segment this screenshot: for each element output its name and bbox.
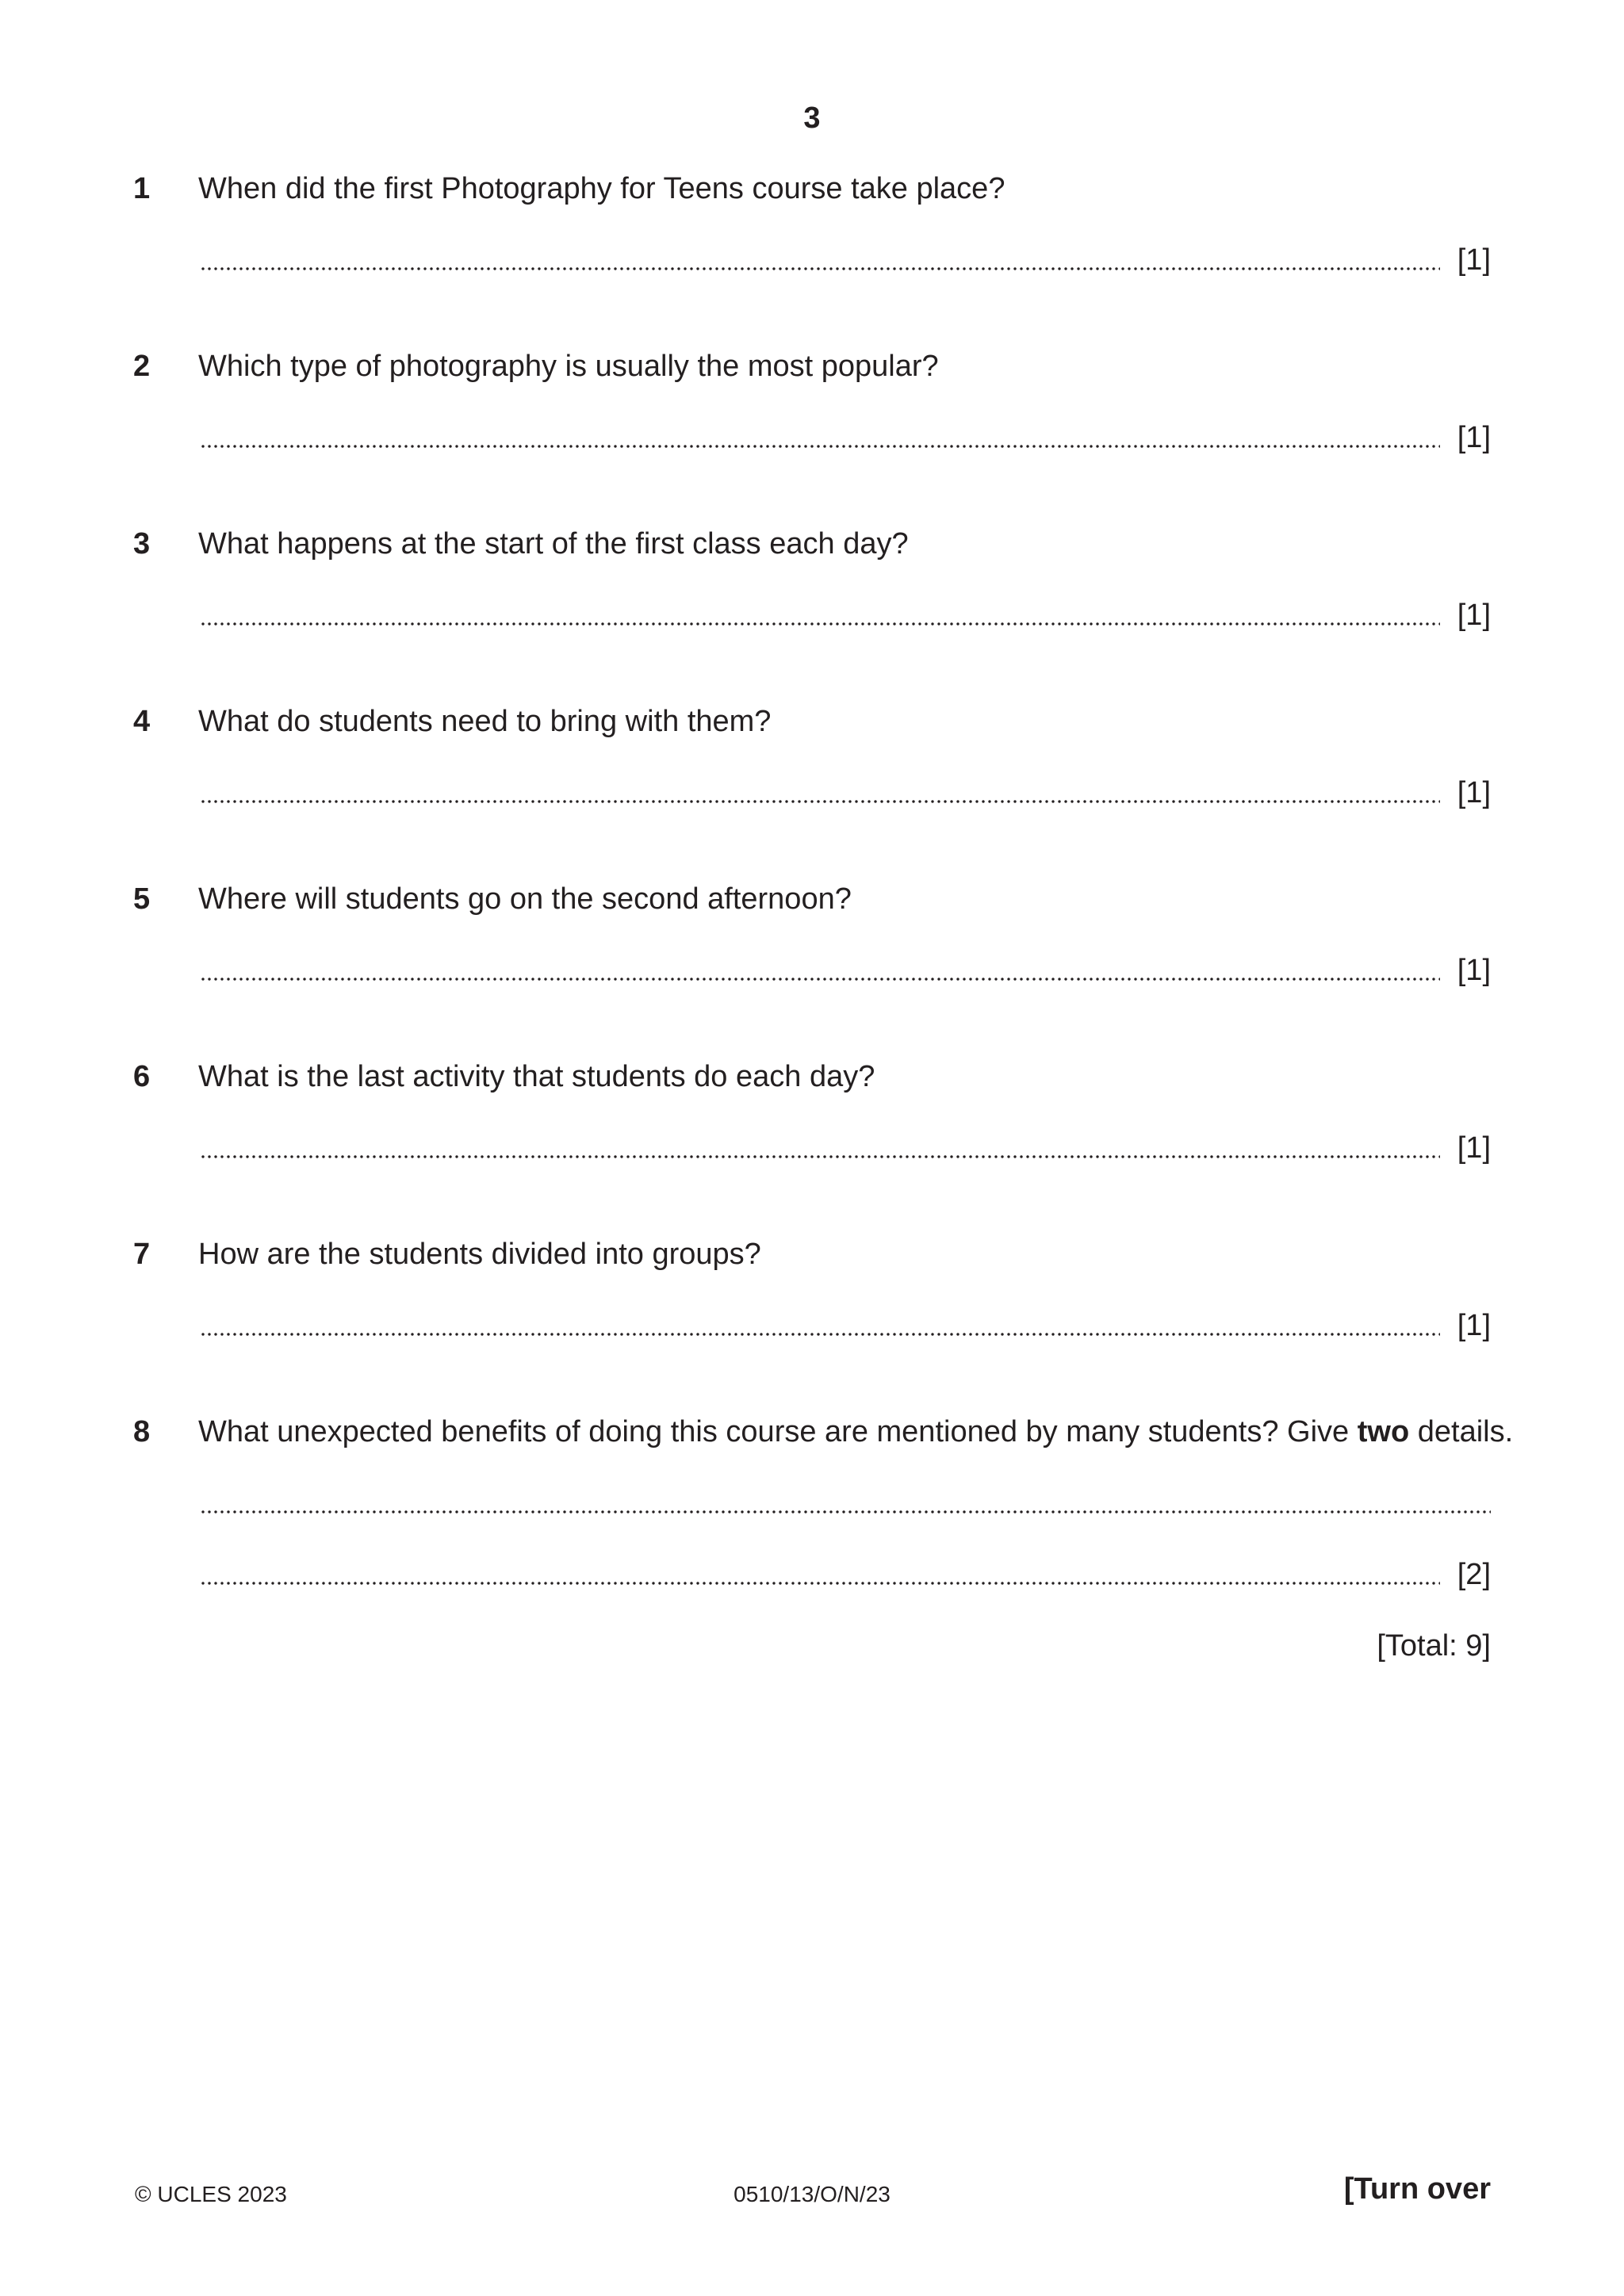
question-number: 4 xyxy=(133,705,151,738)
mark-allocation: [1] xyxy=(1457,1309,1491,1342)
question-number: 1 xyxy=(133,172,151,205)
dotted-line xyxy=(200,1154,1440,1159)
question-text: When did the first Photography for Teens course take place? xyxy=(198,172,1005,205)
question-text: What is the last activity that students do each day? xyxy=(198,1060,875,1093)
answer-line[interactable] xyxy=(200,948,1491,993)
question-text-part: What unexpected benefits of doing this course are mentioned by many students? Give xyxy=(198,1415,1358,1448)
mark-allocation: [1] xyxy=(1457,599,1491,632)
mark-allocation: [1] xyxy=(1457,954,1491,987)
question-number: 6 xyxy=(133,1060,151,1093)
total-marks: [Total: 9] xyxy=(1377,1629,1491,1663)
answer-line[interactable] xyxy=(200,238,1491,282)
answer-line[interactable] xyxy=(200,593,1491,637)
question-text-part: details. xyxy=(1409,1415,1514,1448)
copyright: © UCLES 2023 xyxy=(135,2182,287,2206)
answer-line[interactable] xyxy=(200,771,1491,815)
question-text xyxy=(198,1410,1513,1454)
question-text: How are the students divided into groups? xyxy=(198,1238,761,1271)
question-number: 7 xyxy=(133,1238,151,1271)
question-number: 8 xyxy=(133,1415,151,1448)
dotted-line xyxy=(200,977,1440,982)
question-text: Where will students go on the second afternoon? xyxy=(198,882,852,916)
paper-code: 0510/13/O/N/23 xyxy=(733,2182,891,2206)
mark-allocation: [2] xyxy=(1457,1558,1491,1591)
dotted-line xyxy=(200,266,1440,271)
dotted-line xyxy=(200,1332,1440,1337)
question-7 xyxy=(133,1232,1491,1410)
mark-allocation: [1] xyxy=(1457,1131,1491,1165)
mark-allocation: [1] xyxy=(1457,776,1491,809)
dotted-line xyxy=(200,1581,1440,1586)
question-6 xyxy=(133,1054,1491,1232)
answer-line[interactable] xyxy=(200,1303,1491,1348)
answer-line[interactable] xyxy=(200,415,1491,460)
question-8 xyxy=(133,1410,1514,1647)
turn-over: [Turn over xyxy=(1343,2172,1491,2206)
mark-allocation: [1] xyxy=(1457,243,1491,277)
answer-line[interactable] xyxy=(200,1481,1491,1525)
question-2 xyxy=(133,344,1491,522)
question-number: 5 xyxy=(133,882,151,916)
question-number: 2 xyxy=(133,350,151,383)
question-list xyxy=(133,166,1514,1647)
question-5 xyxy=(133,877,1491,1054)
dotted-line xyxy=(200,1510,1491,1514)
dotted-line xyxy=(200,799,1440,804)
answer-line[interactable] xyxy=(200,1126,1491,1170)
question-text: What do students need to bring with them? xyxy=(198,705,772,738)
question-3 xyxy=(133,522,1491,699)
question-4 xyxy=(133,699,1491,877)
question-1 xyxy=(133,166,1491,344)
mark-allocation: [1] xyxy=(1457,421,1491,454)
question-text-emphasis: two xyxy=(1357,1415,1410,1448)
dotted-line xyxy=(200,444,1440,449)
question-text: Which type of photography is usually the most popular? xyxy=(198,350,939,383)
question-text: What happens at the start of the first class each day? xyxy=(198,527,909,561)
answer-line[interactable] xyxy=(200,1552,1491,1597)
page-number: 3 xyxy=(803,101,821,135)
question-number: 3 xyxy=(133,527,151,561)
dotted-line xyxy=(200,622,1440,626)
